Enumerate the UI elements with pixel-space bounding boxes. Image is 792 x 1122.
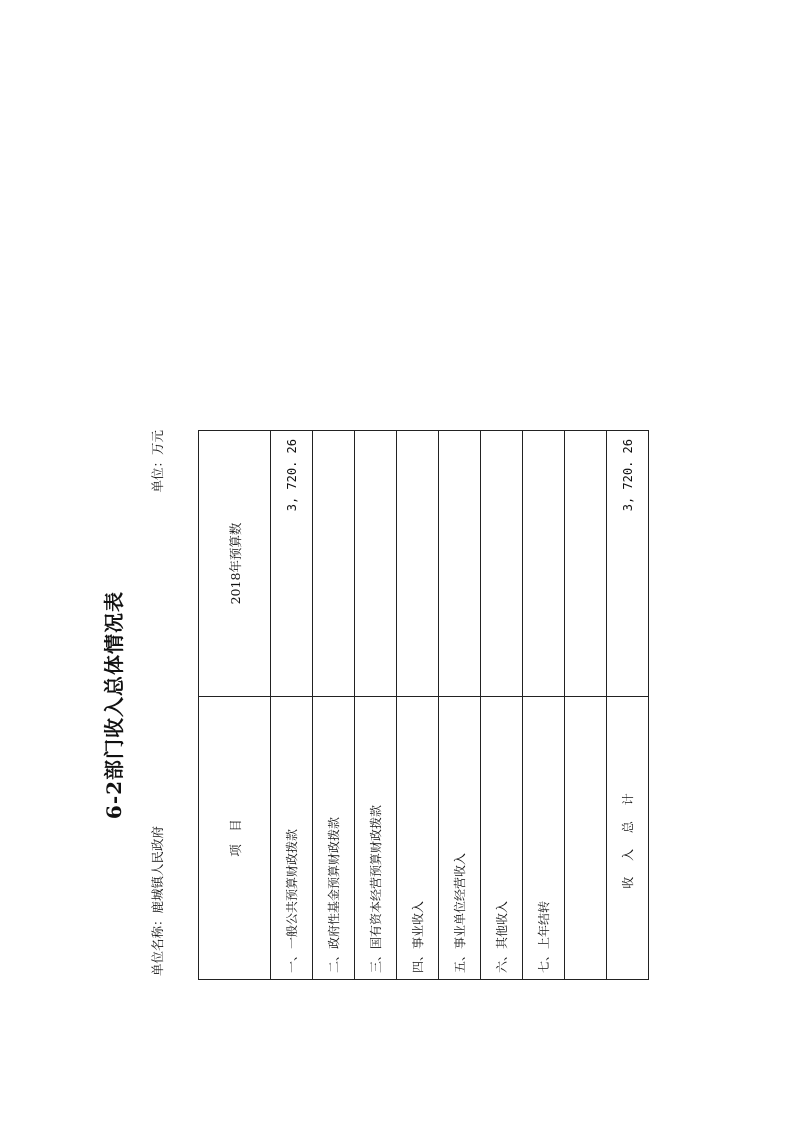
row-amount	[397, 431, 439, 697]
table-row	[397, 431, 439, 980]
table-row	[271, 431, 313, 980]
table-total-row	[607, 431, 649, 980]
row-amount	[439, 431, 481, 697]
header-amount: 2018年预算数	[199, 431, 271, 697]
unit-name-label: 单位名称：鹿城镇人民政府	[150, 825, 165, 976]
total-item: 收 入 总 计	[607, 697, 649, 980]
row-item: 六、其他收入	[481, 697, 523, 980]
row-item	[565, 697, 607, 980]
row-item: 三、国有资本经营预算财政拨款	[355, 697, 397, 980]
unit-label: 单位：万元	[150, 430, 165, 493]
row-item: 一、一般公共预算财政拨款	[271, 697, 313, 980]
row-amount	[313, 431, 355, 697]
row-item: 七、上年结转	[523, 697, 565, 980]
document-title: 6-2部门收入总体情况表	[102, 590, 126, 820]
row-amount	[565, 431, 607, 697]
row-item: 五、事业单位经营收入	[439, 697, 481, 980]
row-amount: 3, 720. 26	[271, 431, 313, 697]
table-row	[523, 431, 565, 980]
row-item: 二、政府性基金预算财政拨款	[313, 697, 355, 980]
header-item: 项 目	[199, 697, 271, 980]
table-header-row	[199, 431, 271, 980]
row-amount	[523, 431, 565, 697]
table-row	[481, 431, 523, 980]
table-row	[565, 431, 607, 980]
table-row	[439, 431, 481, 980]
rotated-document-page	[102, 430, 670, 980]
total-amount: 3, 720. 26	[607, 431, 649, 697]
row-amount	[355, 431, 397, 697]
table-row	[313, 431, 355, 980]
row-item: 四、事业收入	[397, 697, 439, 980]
row-amount	[481, 431, 523, 697]
table-row	[355, 431, 397, 980]
document-meta-line	[148, 430, 172, 980]
revenue-table	[198, 430, 649, 980]
